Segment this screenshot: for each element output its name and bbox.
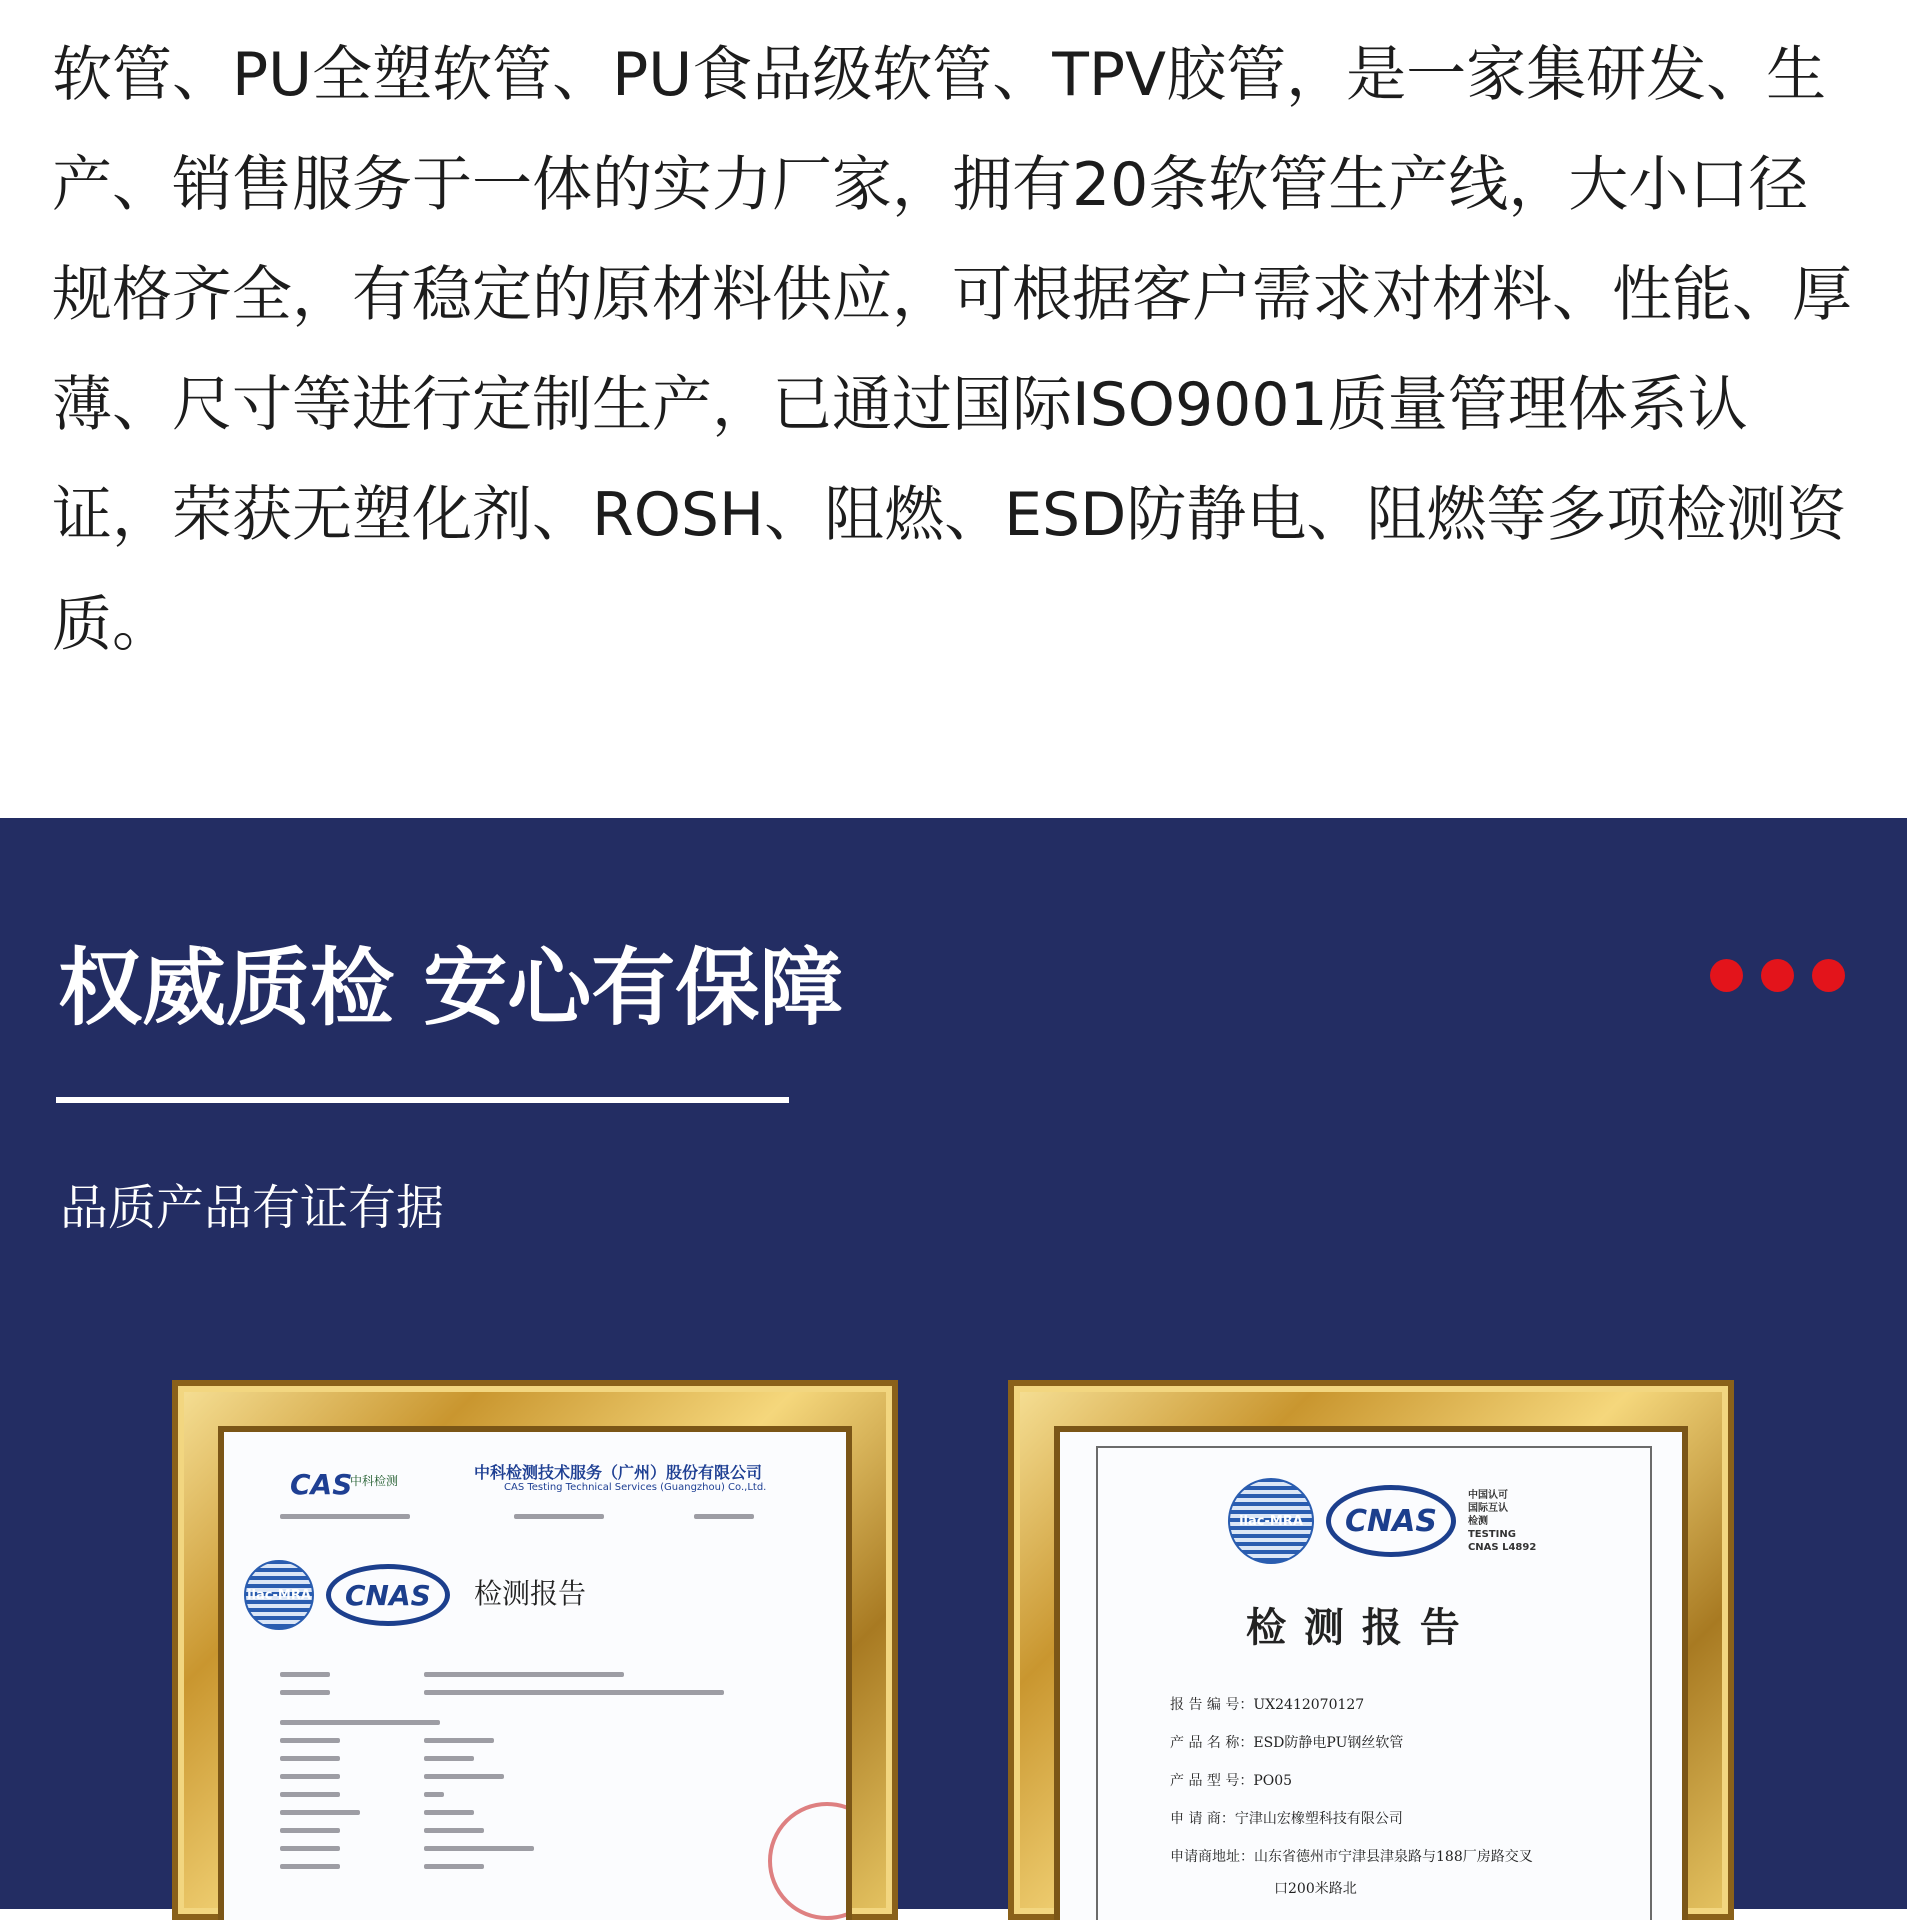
section-title: 权威质检 安心有保障	[58, 939, 844, 1037]
report-field: 申 请 商：宁津山宏橡塑科技有限公司	[1170, 1811, 1403, 1827]
report-field: 申请商地址：山东省德州市宁津县津泉路与188厂房路交叉	[1170, 1849, 1533, 1865]
dot-icon	[1710, 959, 1743, 992]
cnas-logo-icon: CNAS	[326, 1564, 450, 1626]
ilac-mra-logo-icon: ilac-MRA	[244, 1560, 314, 1630]
certificate-document	[224, 1432, 846, 1920]
title-underline	[56, 1097, 789, 1103]
certificate-paper	[218, 1426, 852, 1920]
company-intro-text: 软管、PU全塑软管、PU食品级软管、TPV胶管，是一家集研发、生产、销售服务于一体的实力厂家，拥有20条软管生产线，大小口径规格齐全，有稳定的原材料供应，可根据客户需求对材料、性能、厚薄、尺寸等进行定制生产，已通过国际ISO9001质量管理体系认证，荣获无塑化剂、ROSH、阻燃、ESD防静电、阻燃等多项检测资质。	[52, 40, 1852, 660]
report-field: 口200米路北	[1274, 1881, 1357, 1897]
report-title: 检测报告	[474, 1577, 587, 1610]
report-title: 检 测 报 告	[1246, 1604, 1462, 1651]
report-field: 产 品 名 称：ESD防静电PU钢丝软管	[1170, 1735, 1404, 1751]
decorative-dots	[1710, 959, 1845, 992]
ilac-mra-logo-icon: ilac-MRA	[1228, 1478, 1314, 1564]
section-subtitle: 品质产品有证有据	[60, 1180, 445, 1236]
cas-logo-badge: 中科检测	[350, 1474, 399, 1488]
seal-stamp-icon	[768, 1802, 852, 1920]
cnas-logo-icon: CNAS	[1326, 1485, 1456, 1557]
issuer-name: 中科检测技术服务（广州）股份有限公司	[474, 1463, 763, 1482]
certificate-paper	[1054, 1426, 1688, 1920]
certificate-frame-2[interactable]	[1008, 1380, 1734, 1920]
cas-logo: CAS	[290, 1468, 353, 1501]
cnas-accreditation-text: 中国认可 国际互认 检测 TESTING CNAS L4892	[1467, 1489, 1537, 1553]
certificate-document	[1060, 1432, 1682, 1920]
report-field: 产 品 型 号：PO05	[1170, 1773, 1293, 1789]
dot-icon	[1812, 959, 1845, 992]
dot-icon	[1761, 959, 1794, 992]
report-field: 报 告 编 号：UX2412070127	[1170, 1697, 1365, 1713]
certificate-frame-1[interactable]	[172, 1380, 898, 1920]
issuer-name-en: CAS Testing Technical Services (Guangzhou) Co.,Ltd.	[504, 1482, 767, 1493]
